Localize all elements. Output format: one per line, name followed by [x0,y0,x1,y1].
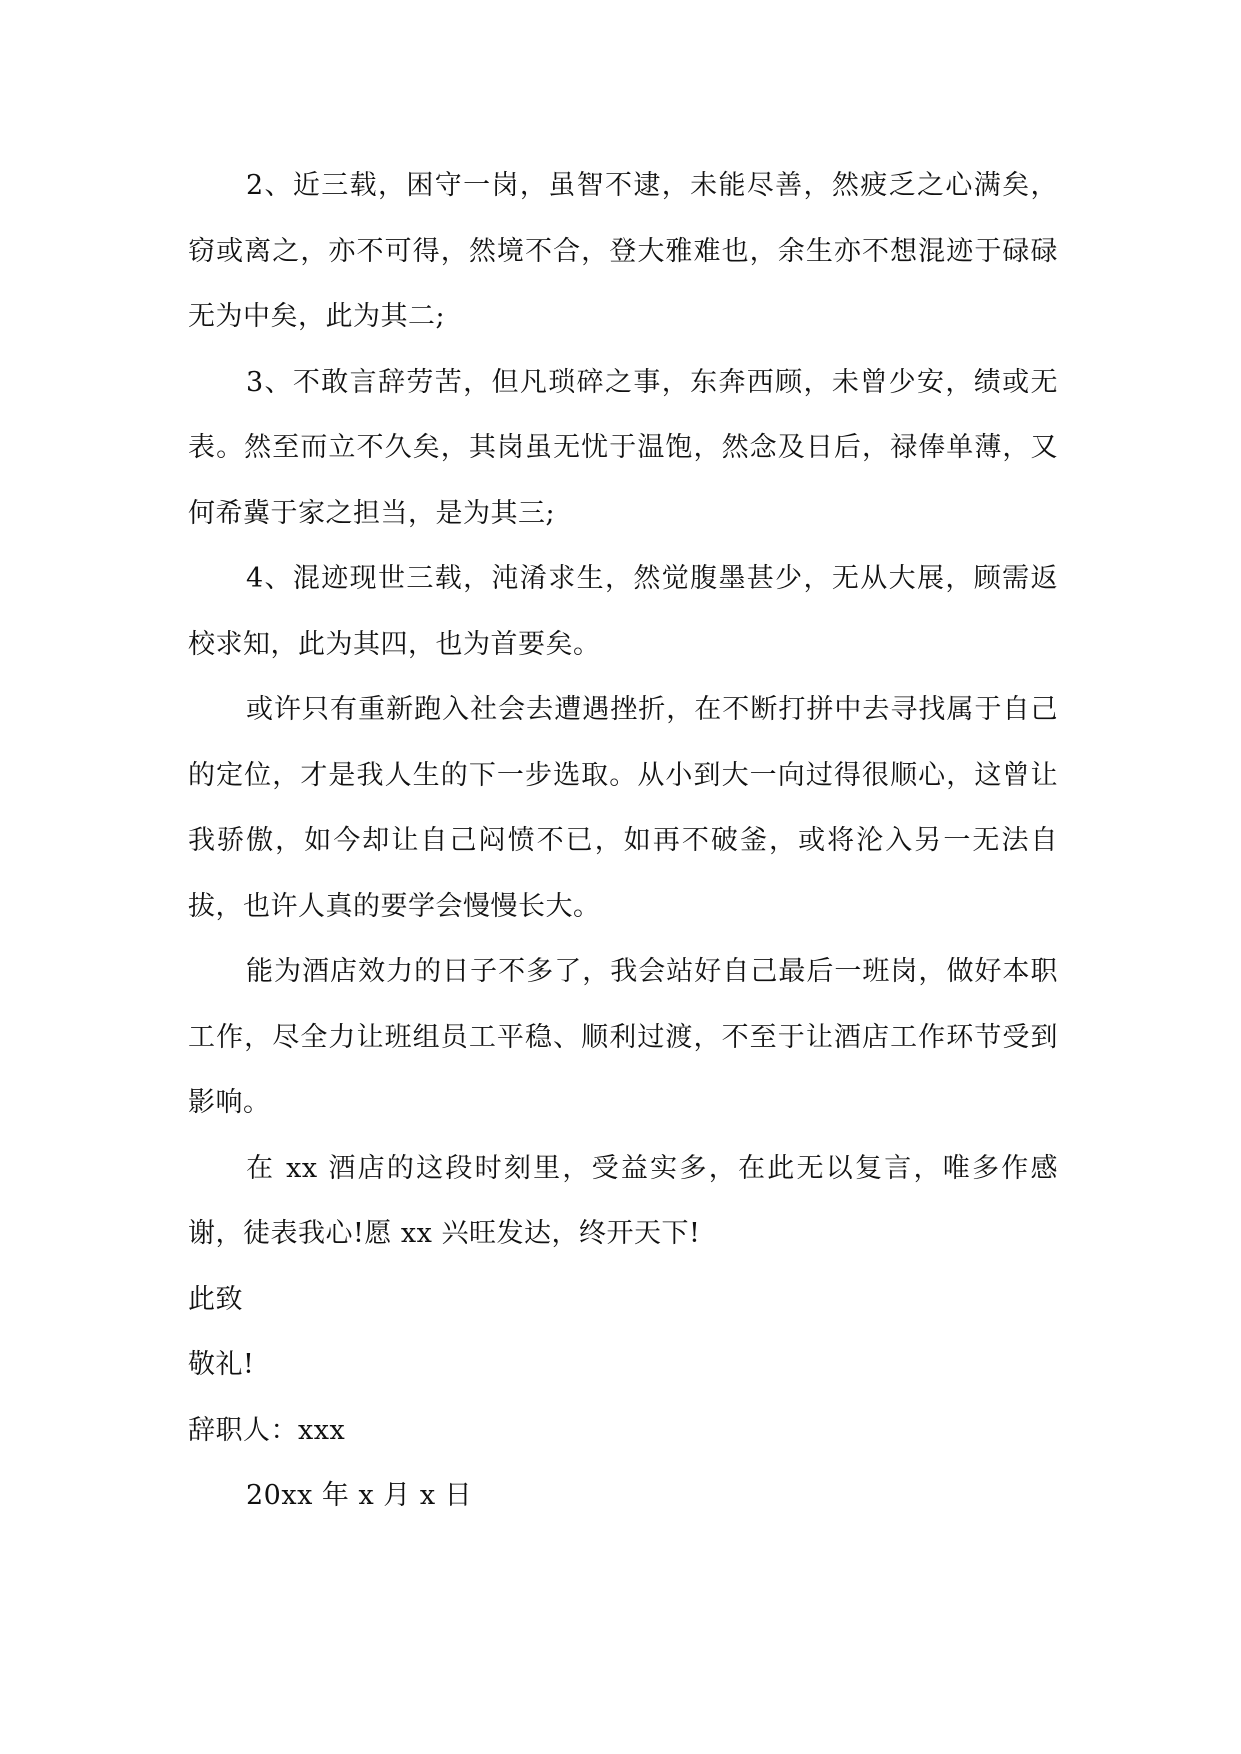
paragraph-reason-2: 2、近三载，困守一岗，虽智不逮，未能尽善，然疲乏之心满矣，窃或离之，亦不可得，然境不合，登大雅难也，余生亦不想混迹于碌碌无为中矣，此为其二; [188,170,1058,332]
letter-body [188,153,1058,1529]
salute-text: 敬礼! [188,1349,255,1380]
paragraph-handover: 能为酒店效力的日子不多了，我会站好自己最后一班岗，做好本职工作，尽全力让班组员工平稳、顺利过渡，不至于让酒店工作环节受到影响。 [188,956,1058,1118]
paragraph-reason-4: 4、混迹现世三载，沌淆求生，然觉腹墨甚少，无从大展，顾需返校求知，此为其四，也为首要矣。 [188,563,1058,660]
paragraph-thanks: 在 xx 酒店的这段时刻里，受益实多，在此无以复言，唯多作感谢，徒表我心!愿 xx 兴旺发达，终开天下! [188,1152,1058,1249]
closing-text: 此致 [188,1283,243,1315]
signature-line: 辞职人：xxx [188,1414,346,1446]
paragraph-reason-3: 3、不敢言辞劳苦，但凡琐碎之事，东奔西顾，未曾少安，绩或无表。然至而立不久矣，其岗虽无忧于温饱，然念及日后，禄俸单薄，又何希冀于家之担当，是为其三; [188,366,1058,529]
date-line: 20xx 年 x 月 x 日 [246,1480,473,1511]
paragraph-reflection: 或许只有重新跑入社会去遭遇挫折，在不断打拼中去寻找属于自己的定位，才是我人生的下一步选取。从小到大一向过得很顺心，这曾让我骄傲，如今却让自己闷愤不已，如再不破釜，或将沦入另一无法自拔，也许人真的要学会慢慢长大。 [188,694,1058,922]
